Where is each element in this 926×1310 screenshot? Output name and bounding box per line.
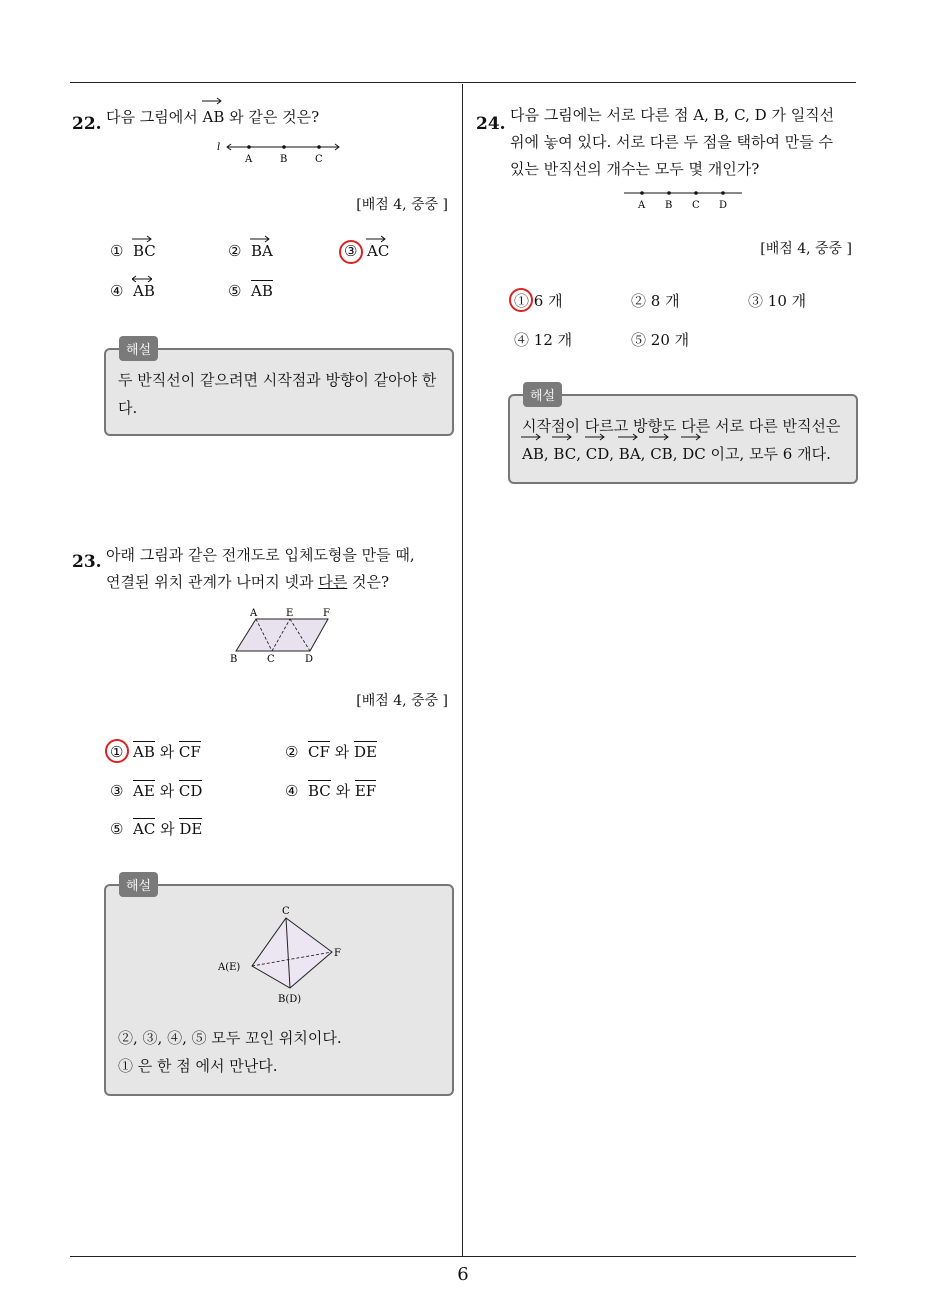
q24-explanation-tag: 해설 xyxy=(523,382,562,407)
column-divider xyxy=(462,84,463,1256)
svg-text:B: B xyxy=(230,654,238,665)
q22-explanation-box xyxy=(104,348,454,436)
q22-text-after: 와 같은 것은? xyxy=(229,108,320,126)
q22-explanation-line-1: 두 반직선이 같으려면 시작점과 방향이 같아야 한 xyxy=(118,371,437,389)
q23-answer-mark xyxy=(105,739,129,763)
svg-text:B(D): B(D) xyxy=(278,994,302,1005)
q24-question-line-2: 위에 놓여 있다. 서로 다른 두 점을 택하여 만들 수 xyxy=(510,133,833,151)
svg-text:F: F xyxy=(323,608,330,619)
q22-explanation-line-2: 다. xyxy=(118,399,138,417)
svg-text:B: B xyxy=(665,200,673,211)
q22-meta: [배점 4, 중중 ] xyxy=(356,197,448,213)
q24-choice-2[interactable]: ② 8 개 xyxy=(631,292,680,310)
q22-vector: AB xyxy=(203,104,225,131)
svg-text:C: C xyxy=(267,654,275,665)
q23-explanation-line-1: ②, ③, ④, ⑤ 모두 꼬인 위치이다. xyxy=(118,1029,342,1047)
q23-net-figure xyxy=(226,605,346,665)
svg-text:A(E): A(E) xyxy=(218,962,241,973)
q22-choice-2[interactable]: ② BA xyxy=(228,242,273,260)
q23-question-line-1: 아래 그림과 같은 전개도로 입체도형을 만들 때, xyxy=(106,546,415,564)
q24-question-line-3: 있는 반직선의 개수는 모두 몇 개인가? xyxy=(510,160,760,178)
q23-choice-4[interactable]: ④ BC 와 EF xyxy=(285,782,377,800)
q24-choice-5[interactable]: ⑤ 20 개 xyxy=(631,331,690,349)
q24-answer-mark xyxy=(509,288,533,312)
q22-point-a: A xyxy=(245,154,253,165)
q22-question xyxy=(106,104,319,131)
q24-choice-3[interactable]: ③ 10 개 xyxy=(748,292,807,310)
q24-figure xyxy=(620,186,746,214)
q23-explanation-box xyxy=(104,884,454,1096)
q22-choice-4[interactable]: ④ AB xyxy=(110,282,155,300)
q23-question-line-2: 연결된 위치 관계가 나머지 넷과 다른 것은? xyxy=(106,573,390,591)
svg-text:A: A xyxy=(250,608,258,619)
svg-text:A: A xyxy=(638,200,646,211)
q22-choice-3[interactable]: ③ AC xyxy=(344,242,389,260)
q24-explanation-box xyxy=(508,394,858,484)
svg-text:F: F xyxy=(334,948,341,959)
q23-choice-1[interactable]: ① AB 와 CF xyxy=(110,743,201,761)
q24-choice-4[interactable]: ④ 12 개 xyxy=(514,331,573,349)
page-number: 6 xyxy=(457,1264,469,1285)
svg-text:D: D xyxy=(305,654,314,665)
q23-choice-3[interactable]: ③ AE 와 CD xyxy=(110,782,203,800)
q23-meta: [배점 4, 중중 ] xyxy=(356,693,448,709)
svg-text:E: E xyxy=(286,608,294,619)
q23-explanation-tag: 해설 xyxy=(119,872,158,897)
q22-line-label: l xyxy=(217,142,221,153)
top-rule xyxy=(70,82,856,83)
q23-solid-figure xyxy=(218,904,348,1006)
q23-choice-2[interactable]: ② CF 와 DE xyxy=(285,743,377,761)
q23-number: 23. xyxy=(72,552,102,572)
q22-choice-5[interactable]: ⑤ AB xyxy=(228,282,273,300)
q24-explanation-line-1: 시작점이 다르고 방향도 다른 서로 다른 반직선은 xyxy=(522,417,841,435)
q23-explanation-line-2: ① 은 한 점 에서 만난다. xyxy=(118,1057,278,1075)
q23-underlined-word: 다른 xyxy=(318,573,348,591)
q22-text-before: 다음 그림에서 xyxy=(106,108,198,126)
bottom-rule xyxy=(70,1256,856,1257)
q22-number: 22. xyxy=(72,114,102,134)
q22-explanation-tag: 해설 xyxy=(119,336,158,361)
q24-explanation-line-2: AB , BC , CD , BA , CB , DC 이고, 모두 6 개다. xyxy=(522,440,831,468)
q22-choice-1[interactable]: ① BC xyxy=(110,242,156,260)
svg-text:C: C xyxy=(692,200,700,211)
svg-text:D: D xyxy=(719,200,728,211)
q22-point-c: C xyxy=(315,154,323,165)
q22-answer-mark xyxy=(339,240,363,264)
q24-number: 24. xyxy=(476,114,506,134)
q22-figure xyxy=(215,138,345,168)
q24-choice-1[interactable]: ① 6 개 xyxy=(514,292,563,310)
svg-text:C: C xyxy=(282,906,290,917)
q24-meta: [배점 4, 중중 ] xyxy=(760,241,852,257)
q22-point-b: B xyxy=(280,154,288,165)
q24-question-line-1: 다음 그림에는 서로 다른 점 A, B, C, D 가 일직선 xyxy=(510,106,835,124)
q23-choice-5[interactable]: ⑤ AC 와 DE xyxy=(110,820,203,838)
